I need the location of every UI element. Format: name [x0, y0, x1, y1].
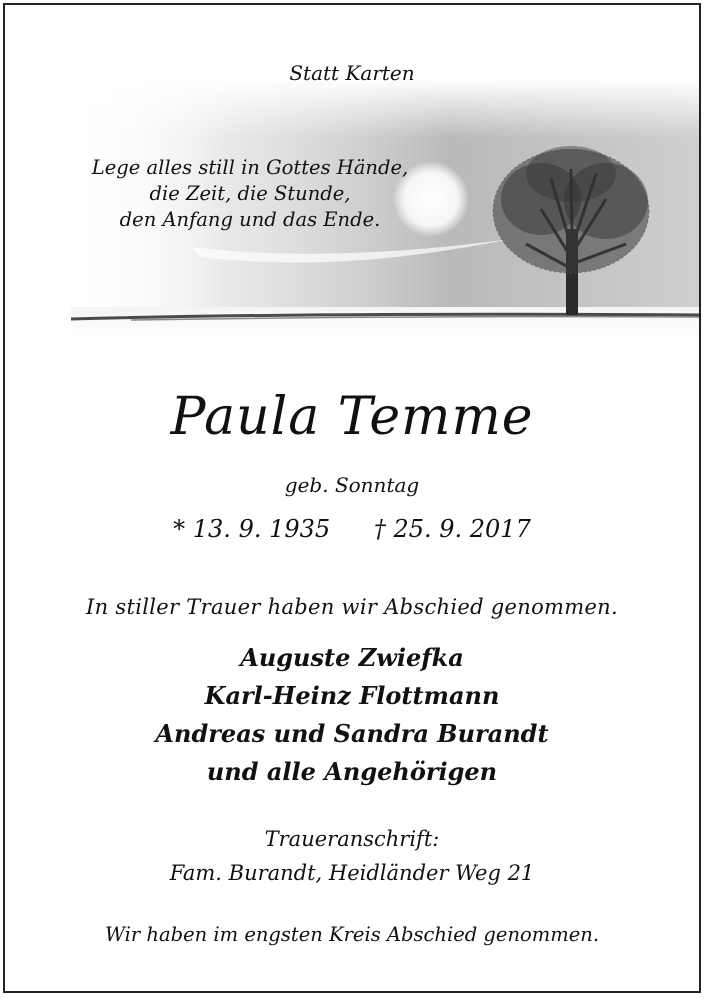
mourners-list: [5, 639, 699, 791]
mourner-name: Auguste Zwiefka: [240, 643, 464, 672]
mourner-name: Karl-Heinz Flottmann: [204, 681, 500, 710]
mourner-name: und alle Angehörigen: [206, 757, 498, 786]
birth-name: geb. Sonntag: [284, 473, 420, 497]
birth-date: * 13. 9. 1935: [173, 515, 331, 543]
obituary-card: [3, 3, 701, 993]
poem-line: den Anfang und das Ende.: [119, 208, 381, 231]
mourning-text: In stiller Trauer haben wir Abschied genommen.: [86, 595, 618, 619]
poem-line: die Zeit, die Stunde,: [149, 182, 351, 205]
poem: [65, 155, 435, 233]
life-dates: [5, 515, 699, 543]
address-value: Fam. Burandt, Heidländer Weg 21: [169, 861, 535, 885]
death-date: † 25. 9. 2017: [373, 515, 531, 543]
mourner-name: Andreas und Sandra Burandt: [155, 719, 549, 748]
deceased-name: Paula Temme: [170, 387, 534, 447]
closing-text: Wir haben im engsten Kreis Abschied genommen.: [104, 923, 600, 946]
statt-karten: Statt Karten: [289, 61, 415, 85]
address-label: Traueranschrift:: [264, 827, 440, 851]
poem-line: Lege alles still in Gottes Hände,: [91, 156, 409, 179]
